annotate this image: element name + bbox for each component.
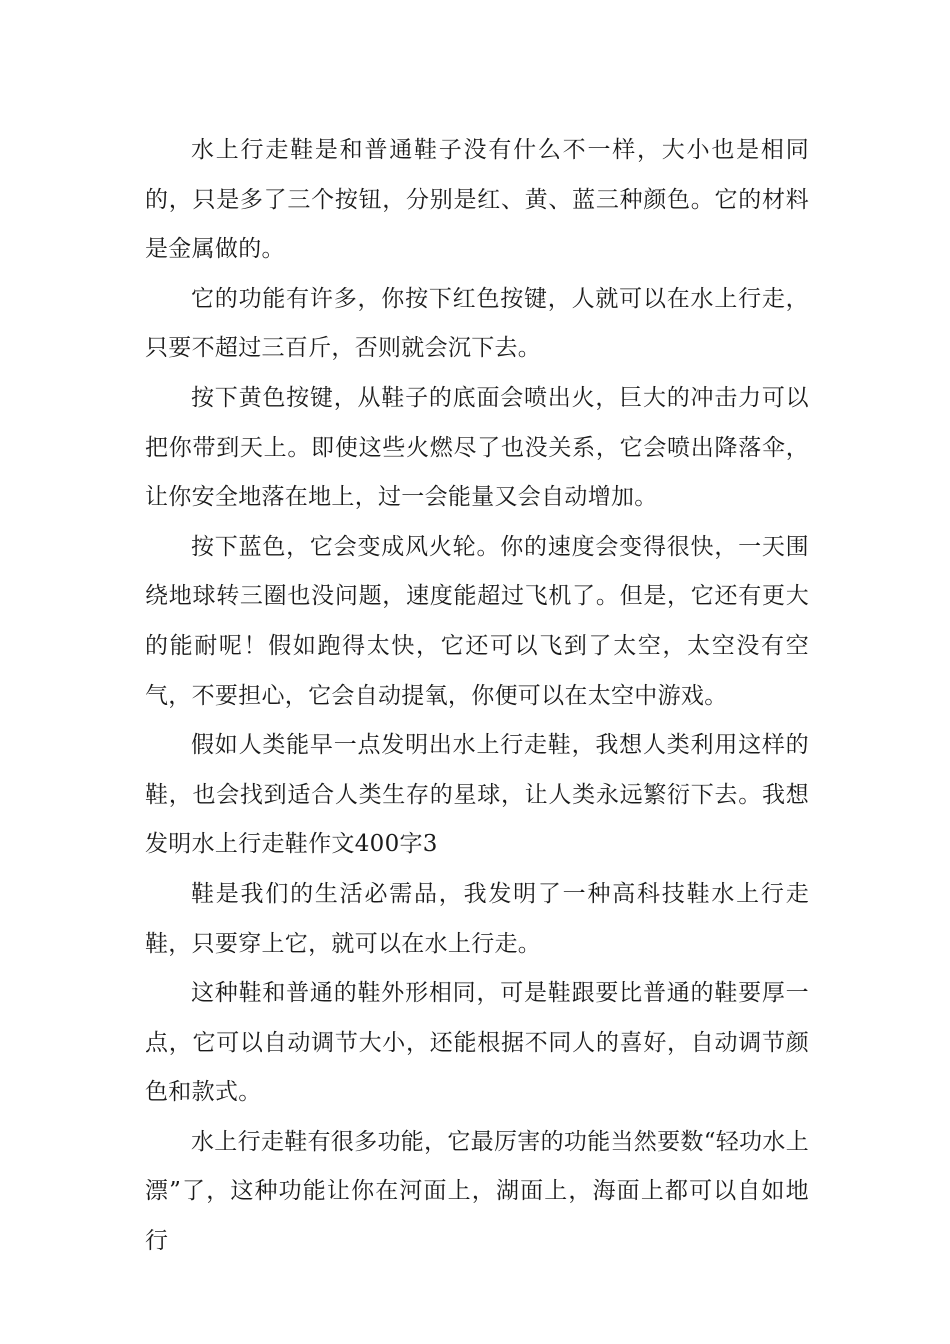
paragraph-4: 按下蓝色，它会变成风火轮。你的速度会变得很快，一天围绕地球转三圈也没问题，速度能超过飞机了。但是，它还有更大的能耐呢！假如跑得太快，它还可以飞到了太空，太空没有空气，不要担心，它会自动提氧，你便可以在太空中游戏。 bbox=[145, 533, 809, 709]
paragraph-1: 水上行走鞋是和普通鞋子没有什么不一样，大小也是相同的，只是多了三个按钮，分别是红、黄、蓝三种颜色。它的材料是金属做的。 bbox=[145, 137, 809, 263]
paragraph-5: 假如人类能早一点发明出水上行走鞋，我想人类利用这样的鞋，也会找到适合人类生存的星球，让人类永远繁衍下去。我想发明水上行走鞋作文400字3 bbox=[145, 732, 809, 858]
paragraph-8: 水上行走鞋有很多功能，它最厉害的功能当然要数“轻功水上漂”了，这种功能让你在河面上，湖面上，海面上都可以自如地行 bbox=[145, 1128, 809, 1255]
paragraph-2: 它的功能有许多，你按下红色按键，人就可以在水上行走，只要不超过三百斤，否则就会沉下去。 bbox=[145, 285, 809, 362]
paragraph-3: 按下黄色按键，从鞋子的底面会喷出火，巨大的冲击力可以把你带到天上。即使这些火燃尽了也没关系，它会喷出降落伞，让你安全地落在地上，过一会能量又会自动增加。 bbox=[145, 384, 809, 511]
paragraph-7: 这种鞋和普通的鞋外形相同，可是鞋跟要比普通的鞋要厚一点，它可以自动调节大小，还能根据不同人的喜好，自动调节颜色和款式。 bbox=[145, 980, 809, 1106]
document-body bbox=[145, 126, 809, 1267]
paragraph-6: 鞋是我们的生活必需品，我发明了一种高科技鞋水上行走鞋，只要穿上它，就可以在水上行走。 bbox=[145, 880, 809, 957]
